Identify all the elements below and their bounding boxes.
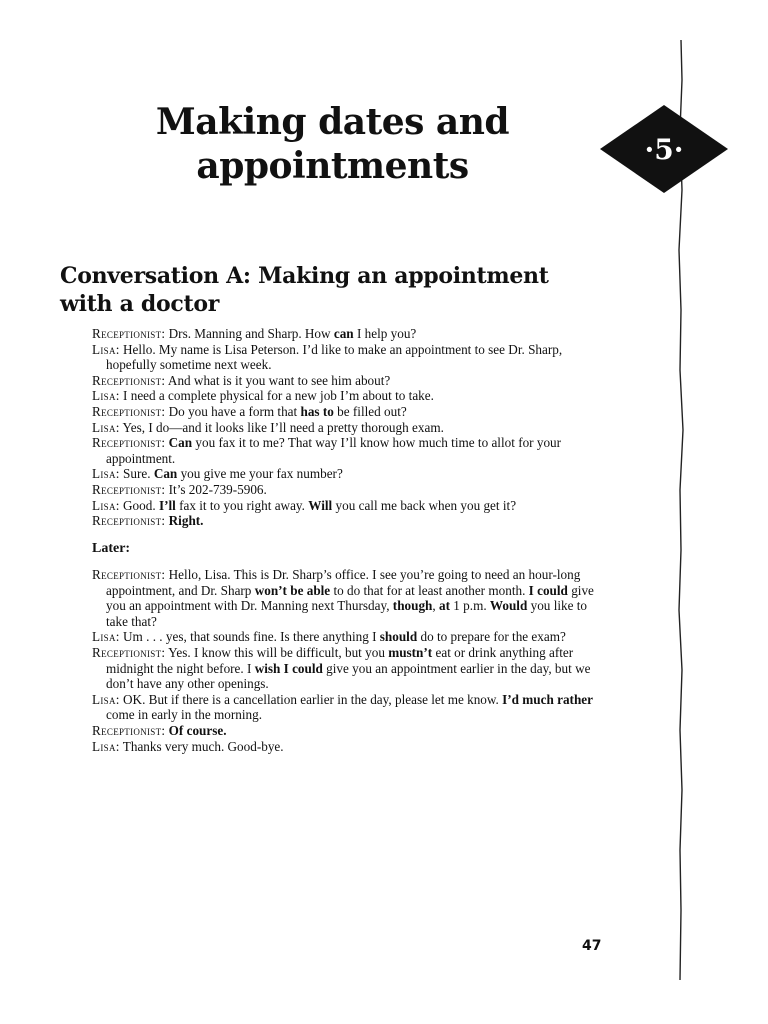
speaker-label: Lisa:: [92, 629, 120, 645]
line-text: And what is it you want to see him about?: [165, 372, 391, 388]
dialogue-line: [92, 326, 612, 342]
speaker-label: Lisa:: [92, 466, 120, 482]
dialogue-line: [92, 645, 612, 692]
emphasized-text: mustn’t: [388, 644, 433, 660]
dialogue-line: [92, 420, 612, 436]
line-text: Sure.: [119, 466, 154, 482]
emphasized-text: has to: [300, 403, 334, 419]
emphasized-text: I’ll: [158, 497, 176, 513]
line-text: OK. But if there is a cancellation earlier in the day, please let me know.: [119, 691, 503, 707]
dialogue-line: [92, 513, 612, 529]
emphasized-text: I could: [528, 582, 568, 598]
dialogue-line: [92, 498, 612, 514]
emphasized-text: at: [438, 598, 450, 614]
emphasized-text: I’d much rather: [502, 691, 593, 707]
line-text: do to prepare for the exam?: [417, 629, 566, 645]
line-text: be filled out?: [333, 403, 407, 419]
dialogue-line: [92, 567, 612, 629]
emphasized-text: can: [333, 326, 354, 341]
line-text: I help you?: [353, 326, 417, 341]
speaker-label: Receptionist:: [92, 513, 166, 529]
line-text: Good.: [119, 497, 159, 513]
emphasized-text: should: [379, 629, 418, 645]
line-text: you give me your fax number?: [177, 466, 343, 482]
line-text: Hello. My name is Lisa Peterson. I’d like to make an appointment to see Dr. Sharp, hopefully sometime next week.: [106, 341, 563, 373]
emphasized-text: Of course.: [168, 722, 227, 738]
conversation-b: [92, 567, 612, 754]
line-text: give you an appointment with Dr. Manning next Thursday,: [106, 582, 594, 614]
speaker-label: Receptionist:: [92, 435, 166, 451]
line-text: give you an appointment earlier in the day, but we don’t have any other openings.: [106, 660, 591, 692]
line-text: Drs. Manning and Sharp. How: [165, 326, 334, 341]
chapter-number: ·5·: [644, 132, 684, 166]
speaker-label: Lisa:: [92, 419, 120, 435]
dialogue-line: [92, 435, 612, 466]
line-text: eat or drink anything after midnight the night before. I: [106, 644, 574, 676]
speaker-label: Receptionist:: [92, 567, 166, 582]
dialogue-line: [92, 629, 612, 645]
speaker-label: Lisa:: [92, 341, 120, 357]
line-text: 1 p.m.: [449, 598, 490, 614]
emphasized-text: wish I could: [254, 660, 323, 676]
chapter-number-badge: [598, 103, 730, 195]
line-text: to do that for at least another month.: [330, 582, 529, 598]
section-heading: Conversation A: Making an appointment with a doctor: [60, 263, 549, 317]
dialogue-line: [92, 739, 612, 755]
page-number: 47: [582, 938, 602, 954]
dialogue-line: [92, 466, 612, 482]
line-text: I need a complete physical for a new job I’m about to take.: [119, 388, 434, 404]
speaker-label: Lisa:: [92, 738, 120, 754]
emphasized-text: Would: [489, 598, 528, 614]
line-text: Do you have a form that: [165, 403, 301, 419]
speaker-label: Receptionist:: [92, 644, 166, 660]
speaker-label: Receptionist:: [92, 372, 166, 388]
later-label: Later:: [92, 541, 131, 556]
line-text: Yes. I know this will be difficult, but you: [165, 644, 389, 660]
emphasized-text: won’t be able: [254, 582, 331, 598]
conversation-a: [92, 326, 612, 529]
speaker-label: Receptionist:: [92, 722, 166, 738]
dialogue-line: [92, 404, 612, 420]
emphasized-text: Right.: [168, 513, 204, 529]
line-text: you call me back when you get it?: [332, 497, 517, 513]
speaker-label: Lisa:: [92, 388, 120, 404]
speaker-label: Receptionist:: [92, 403, 166, 419]
dialogue-line: [92, 692, 612, 723]
line-text: Hello, Lisa. This is Dr. Sharp’s office. I see you’re going to need an hour-long appointment, and Dr. Sharp: [106, 567, 581, 598]
line-text: Um . . . yes, that sounds fine. Is there anything I: [119, 629, 380, 645]
line-text: come in early in the morning.: [106, 707, 263, 723]
line-text: It’s 202-739-5906.: [165, 481, 267, 497]
dialogue-line: [92, 342, 612, 373]
dialogue-line: [92, 482, 612, 498]
line-text: Thanks very much. Good-bye.: [119, 738, 284, 754]
speaker-label: Receptionist:: [92, 481, 166, 497]
dialogue-line: [92, 723, 612, 739]
chapter-title: Making dates and appointments: [155, 101, 510, 187]
line-text: you like to take that?: [106, 598, 588, 629]
speaker-label: Lisa:: [92, 497, 120, 513]
emphasized-text: Will: [308, 497, 333, 513]
dialogue-line: [92, 373, 612, 389]
line-text: you fax it to me? That way I’ll know how much time to allot for your appointment.: [106, 435, 562, 466]
line-text: ,: [432, 598, 439, 614]
speaker-label: Receptionist:: [92, 326, 166, 341]
line-text: fax it to you right away.: [175, 497, 309, 513]
line-text: Yes, I do—and it looks like I’ll need a pretty thorough exam.: [119, 419, 444, 435]
speaker-label: Lisa:: [92, 691, 120, 707]
dialogue-line: [92, 388, 612, 404]
emphasized-text: Can: [153, 466, 178, 482]
emphasized-text: though: [392, 598, 433, 614]
emphasized-text: Can: [168, 435, 193, 451]
